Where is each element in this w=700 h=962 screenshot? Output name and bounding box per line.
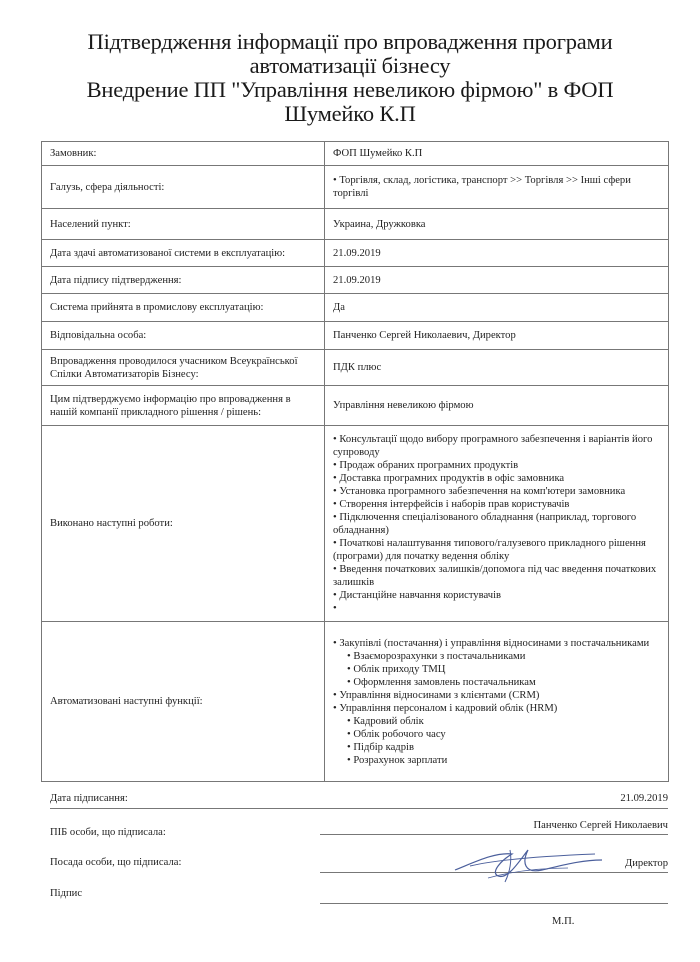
signing-date-value: 21.09.2019 bbox=[620, 793, 668, 804]
row-customer bbox=[42, 142, 669, 166]
row-value: 21.09.2019 bbox=[325, 240, 669, 267]
title-line-1: Підтвердження інформації про впровадження програми bbox=[87, 29, 613, 54]
row-solution bbox=[42, 386, 669, 426]
list-item: • bbox=[333, 602, 337, 614]
row-value: Панченко Сергей Николаевич, Директор bbox=[325, 322, 669, 350]
signer-position-label: Посада особи, що підписала: bbox=[50, 857, 182, 868]
list-subitem: • Кадровий облік bbox=[347, 715, 424, 727]
list-subitem: • Взаєморозрахунки з постачальниками bbox=[347, 650, 526, 662]
list-item: • Установка програмного забезпечення на комп'ютери замовника bbox=[333, 485, 626, 497]
signer-position-value: Директор bbox=[625, 858, 668, 869]
row-label: Впровадження проводилося учасником Всеукраїнської Спілки Автоматизаторів Бізнесу: bbox=[42, 350, 325, 386]
row-accepted bbox=[42, 294, 669, 322]
signature-label: Підпис bbox=[50, 888, 83, 899]
row-functions bbox=[42, 622, 669, 782]
list-subitem: • Розрахунок зарплати bbox=[347, 754, 448, 766]
functions-list bbox=[325, 622, 669, 782]
list-item: • Дистанційне навчання користувачів bbox=[333, 589, 502, 601]
title-line-3: Внедрение ПП "Управління невеликою фірмою" в ФОП bbox=[86, 77, 614, 102]
list-item: • Закупівлі (постачання) і управління відносинами з постачальниками bbox=[333, 637, 650, 649]
signature-row bbox=[50, 888, 668, 908]
confirmation-table bbox=[41, 141, 669, 782]
row-handover-date bbox=[42, 240, 669, 267]
document-title bbox=[20, 30, 680, 126]
row-value: Да bbox=[325, 294, 669, 322]
list-subitem: • Підбір кадрів bbox=[347, 741, 414, 753]
row-city bbox=[42, 209, 669, 240]
list-item: • Консультації щодо вибору програмного забезпечення і варіантів його супроводу bbox=[333, 433, 653, 458]
row-value: • Торгівля, склад, логістика, транспорт >> Торгівля >> Інші сфери торгівлі bbox=[325, 166, 669, 209]
handwritten-signature bbox=[450, 840, 610, 885]
row-industry bbox=[42, 166, 669, 209]
list-item: • Управління персоналом і кадровий облік (HRM) bbox=[333, 702, 558, 714]
row-label: Дата здачі автоматизованої системи в експлуатацію: bbox=[42, 240, 325, 267]
title-line-4: Шумейко К.П bbox=[284, 101, 416, 126]
row-works bbox=[42, 426, 669, 622]
row-value: 21.09.2019 bbox=[325, 267, 669, 294]
signing-date-row bbox=[50, 793, 668, 813]
row-value: Украина, Дружковка bbox=[325, 209, 669, 240]
row-value: ПДК плюс bbox=[325, 350, 669, 386]
signing-date-label: Дата підписання: bbox=[50, 793, 128, 804]
list-subitem: • Облік приходу ТМЦ bbox=[347, 663, 446, 675]
signer-name-row bbox=[50, 820, 668, 840]
list-item: • Введення початкових залишків/допомога під час введення початкових залишків bbox=[333, 563, 657, 588]
row-label: Населений пункт: bbox=[42, 209, 325, 240]
divider bbox=[50, 808, 668, 809]
works-list bbox=[325, 426, 669, 622]
row-signature-date bbox=[42, 267, 669, 294]
works-label: Виконано наступні роботи: bbox=[42, 426, 325, 622]
row-responsible bbox=[42, 322, 669, 350]
row-label: Система прийнята в промислову експлуатацію: bbox=[42, 294, 325, 322]
list-item: • Управління відносинами з клієнтами (CRM) bbox=[333, 689, 540, 701]
divider bbox=[320, 834, 668, 835]
list-subitem: • Облік робочого часу bbox=[347, 728, 446, 740]
signer-name-value: Панченко Сергей Николаевич bbox=[533, 820, 668, 831]
row-label: Дата підпису підтвердження: bbox=[42, 267, 325, 294]
row-label: Цим підтверджуємо інформацію про впровадження в нашій компанії прикладного рішення / рішень: bbox=[42, 386, 325, 426]
row-label: Замовник: bbox=[42, 142, 325, 166]
list-item: • Доставка програмних продуктів в офіс замовника bbox=[333, 472, 565, 484]
list-item: • Підключення спеціалізованого обладнання (наприклад, торгового обладнання) bbox=[333, 511, 637, 536]
list-item: • Початкові налаштування типового/галузевого прикладного рішення (програми) для початку ведення обліку bbox=[333, 537, 646, 562]
list-subitem: • Оформлення замовлень постачальникам bbox=[347, 676, 536, 688]
list-item: • Продаж обраних програмних продуктів bbox=[333, 459, 519, 471]
row-value: Управління невеликою фірмою bbox=[325, 386, 669, 426]
stamp-placeholder: М.П. bbox=[552, 916, 575, 927]
signer-name-label: ПІБ особи, що підписала: bbox=[50, 827, 166, 838]
list-item: • Створення інтерфейсів і наборів прав користувачів bbox=[333, 498, 570, 510]
divider bbox=[320, 903, 668, 904]
row-label: Відповідальна особа: bbox=[42, 322, 325, 350]
title-line-2: автоматизації бізнесу bbox=[249, 53, 451, 78]
row-value: ФОП Шумейко К.П bbox=[325, 142, 669, 166]
functions-label: Автоматизовані наступні функції: bbox=[42, 622, 325, 782]
row-label: Галузь, сфера діяльності: bbox=[42, 166, 325, 209]
row-implementer bbox=[42, 350, 669, 386]
